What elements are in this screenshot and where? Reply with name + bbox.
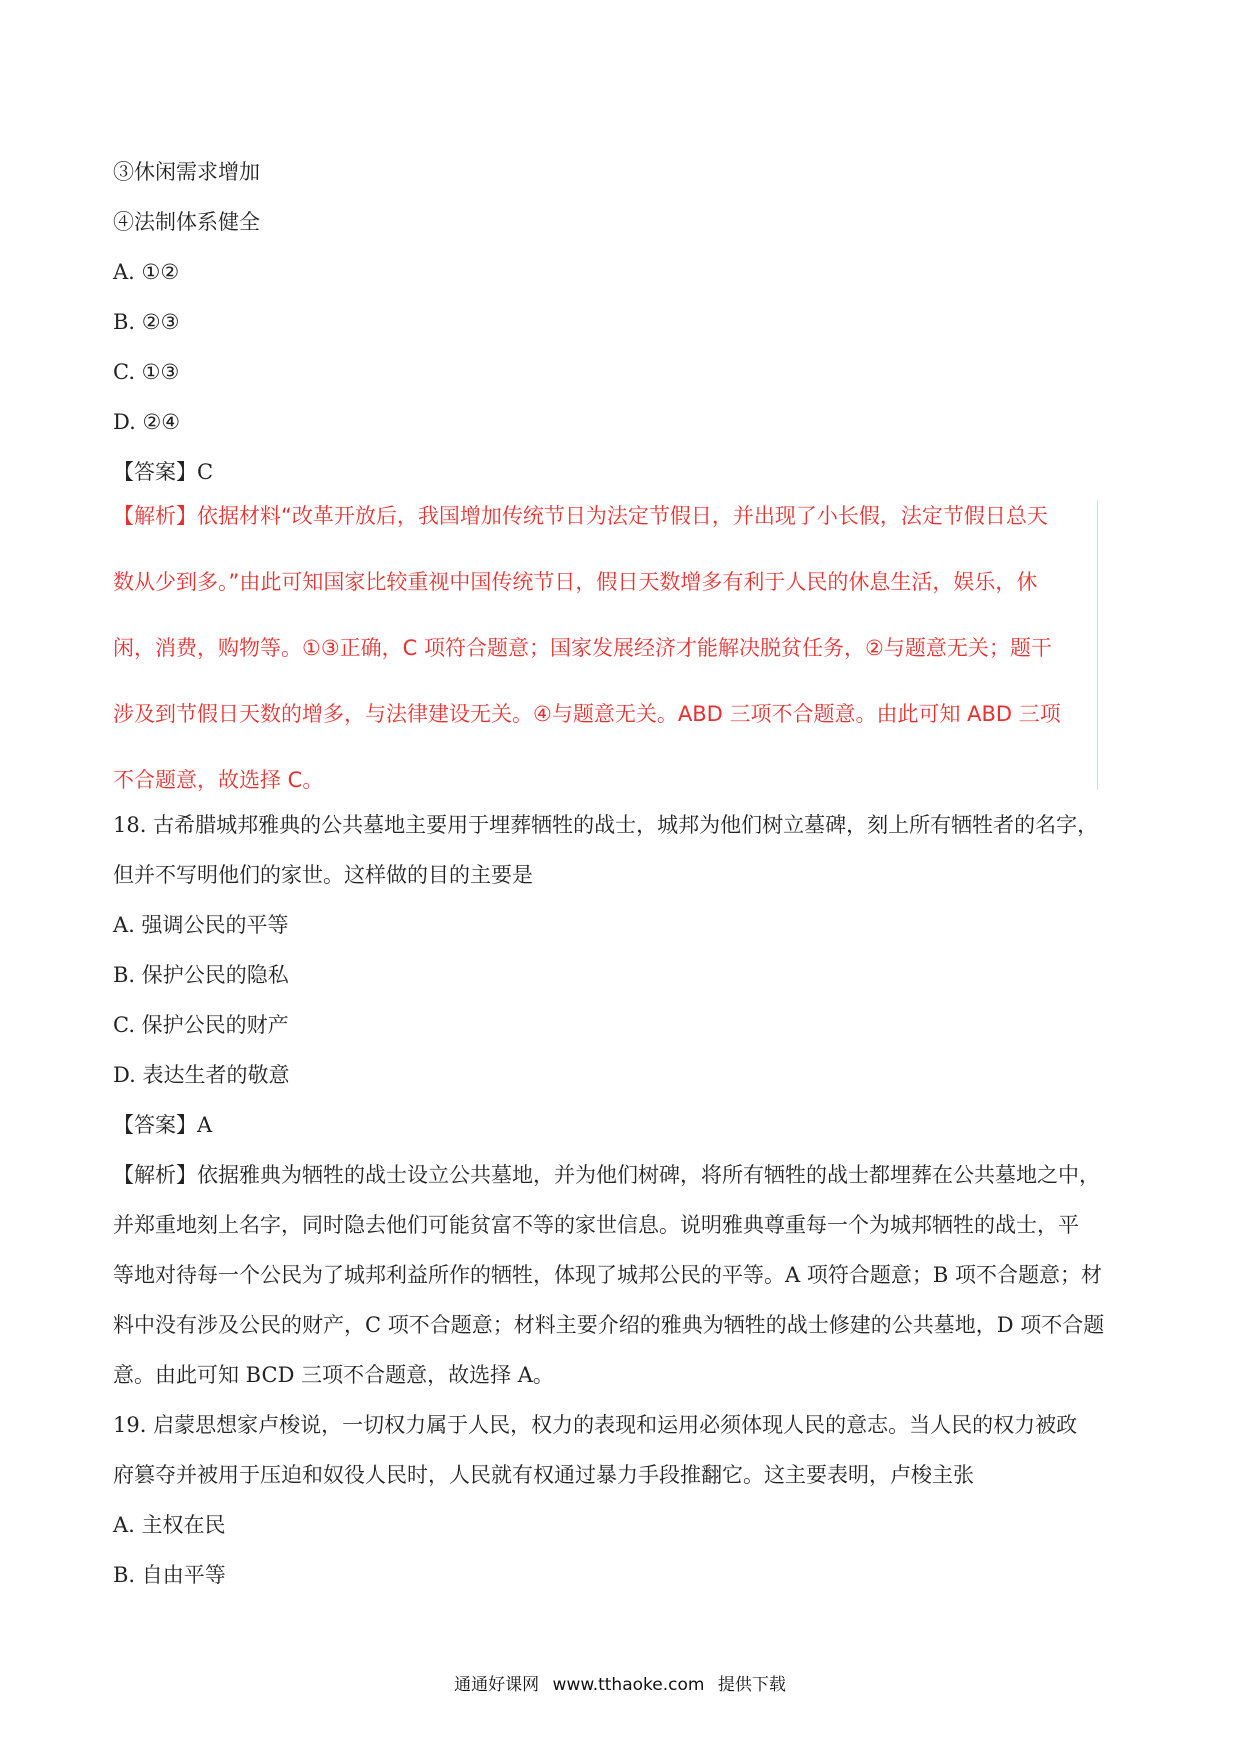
page-footer — [0, 1673, 1240, 1697]
q18-answer: 【答案】A — [113, 1113, 213, 1137]
footer-note: 提供下载 — [717, 1675, 786, 1695]
q18-analysis-line: 【解析】依据雅典为牺牲的战士设立公共墓地，并为他们树碑，将所有牺牲的战士都埋葬在公共墓地之中， — [113, 1163, 1100, 1187]
q19-option-b: B. 自由平等 — [113, 1563, 226, 1587]
q18-stem-line: 18. 古希腊城邦雅典的公共墓地主要用于埋葬牺牲的战士，城邦为他们树立墓碑，刻上所有牺牲者的名字， — [113, 813, 1099, 837]
q17-item-3: ③休闲需求增加 — [113, 160, 260, 184]
q18-option-b: B. 保护公民的隐私 — [113, 963, 289, 987]
q18-option-d: D. 表达生者的敬意 — [113, 1063, 290, 1087]
q18-analysis-line: 等地对待每一个公民为了城邦利益所作的牺牲，体现了城邦公民的平等。A 项符合题意；B 项不合题意；材 — [113, 1263, 1102, 1287]
q18-analysis-line: 料中没有涉及公民的财产，C 项不合题意；材料主要介绍的雅典为牺牲的战士修建的公共墓地，D 项不合题 — [113, 1313, 1105, 1337]
q18-analysis-line: 意。由此可知 BCD 三项不合题意，故选择 A。 — [113, 1363, 554, 1387]
q17-answer: 【答案】C — [113, 460, 214, 484]
q18-stem-line: 但并不写明他们的家世。这样做的目的主要是 — [113, 863, 533, 887]
q17-option-c: C. ①③ — [113, 360, 180, 384]
q17-analysis-line: 数从少到多。”由此可知国家比较重视中国传统节日，假日天数增多有利于人民的休息生活，娱乐，休 — [113, 570, 1038, 594]
q19-option-a: A. 主权在民 — [113, 1513, 226, 1537]
q17-item-4: ④法制体系健全 — [113, 210, 260, 234]
q17-option-a: A. ①② — [113, 260, 180, 284]
q17-analysis-line: 涉及到节假日天数的增多，与法律建设无关。④与题意无关。ABD 三项不合题意。由此可知 ABD 三项 — [113, 702, 1061, 726]
footer-url[interactable]: www.tthaoke.com — [552, 1675, 705, 1695]
q18-option-a: A. 强调公民的平等 — [113, 913, 289, 937]
q17-option-b: B. ②③ — [113, 310, 180, 334]
q17-option-d: D. ②④ — [113, 410, 181, 434]
q17-analysis-line: 闲，消费，购物等。①③正确，C 项符合题意；国家发展经济才能解决脱贫任务，②与题意无关；题干 — [113, 636, 1052, 660]
q19-stem-line: 府篡夺并被用于压迫和奴役人民时，人民就有权通过暴力手段推翻它。这主要表明，卢梭主张 — [113, 1463, 974, 1487]
q18-option-c: C. 保护公民的财产 — [113, 1013, 289, 1037]
q17-analysis-line: 【解析】依据材料“改革开放后，我国增加传统节日为法定节假日，并出现了小长假，法定节假日总天 — [113, 504, 1048, 528]
q17-analysis-line: 不合题意，故选择 C。 — [113, 768, 324, 792]
q19-stem-line: 19. 启蒙思想家卢梭说，一切权力属于人民，权力的表现和运用必须体现人民的意志。当人民的权力被政 — [113, 1413, 1078, 1437]
footer-site-name: 通通好课网 — [454, 1675, 540, 1695]
q18-analysis-line: 并郑重地刻上名字，同时隐去他们可能贫富不等的家世信息。说明雅典尊重每一个为城邦牺牲的战士，平 — [113, 1213, 1079, 1237]
